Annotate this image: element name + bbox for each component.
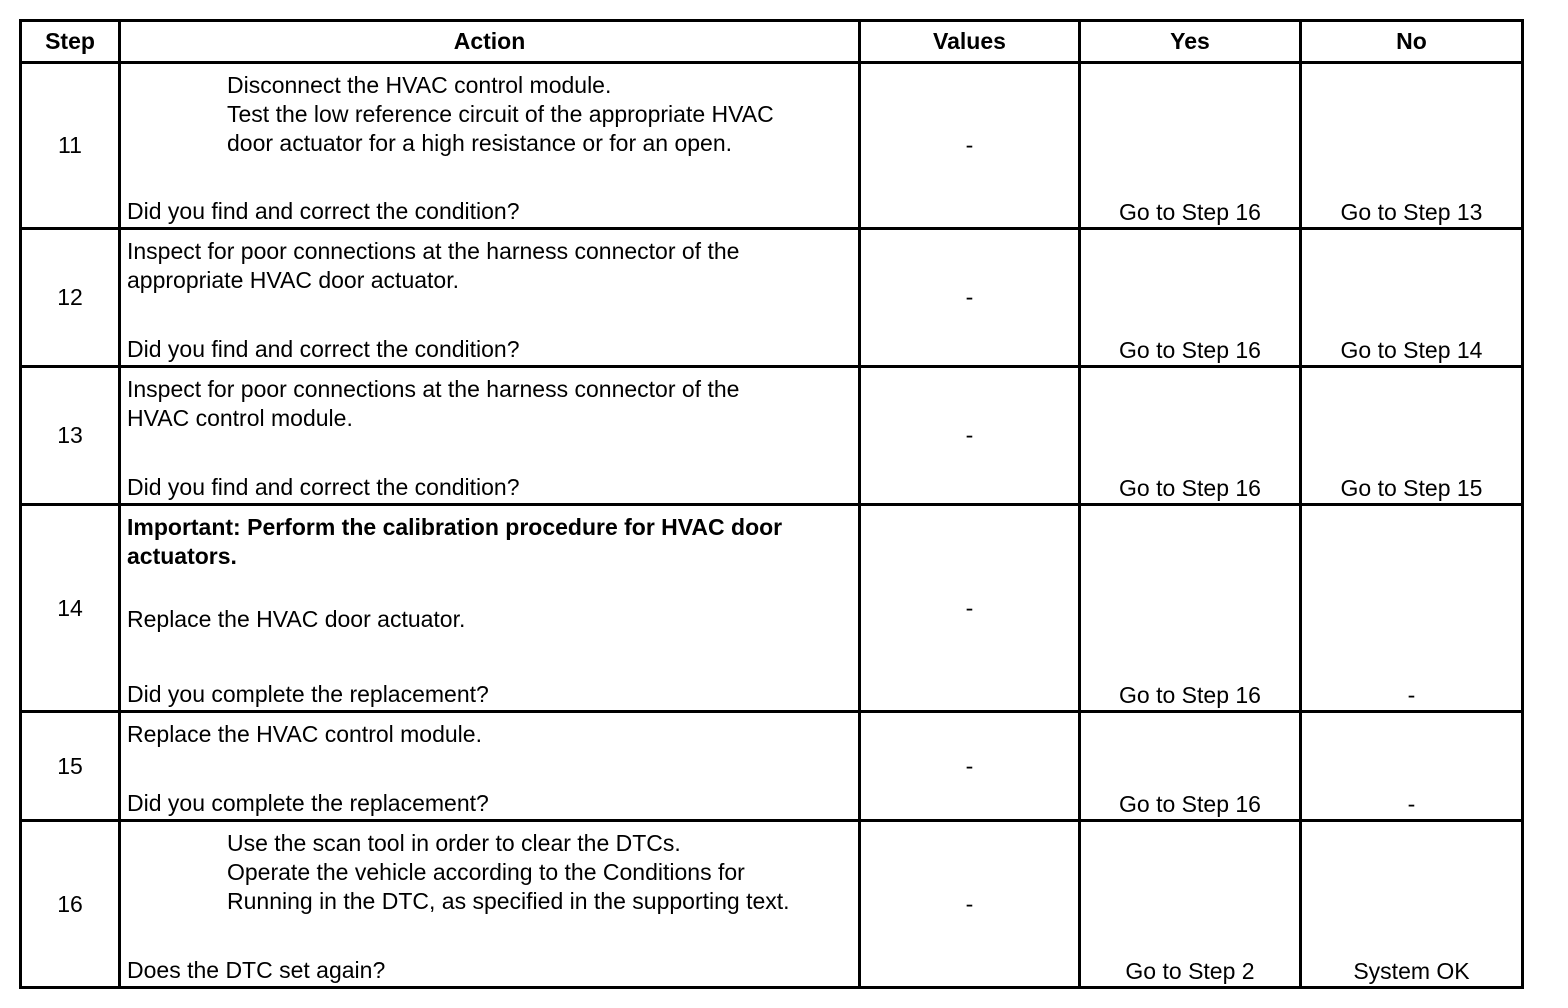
table-row bbox=[21, 712, 1523, 821]
action-cell bbox=[120, 505, 860, 712]
action-line: HVAC control module. bbox=[127, 405, 353, 431]
no-cell bbox=[1301, 367, 1523, 505]
action-cell bbox=[120, 367, 860, 505]
no-cell bbox=[1301, 821, 1523, 988]
step-number: 12 bbox=[21, 229, 120, 367]
action-line: Running in the DTC, as specified in the supporting text. bbox=[227, 888, 790, 914]
no-cell bbox=[1301, 229, 1523, 367]
header-yes: Yes bbox=[1080, 21, 1301, 63]
action-line: Replace the HVAC control module. bbox=[127, 721, 482, 747]
step-number: 16 bbox=[21, 821, 120, 988]
step-number: 13 bbox=[21, 367, 120, 505]
no-cell bbox=[1301, 712, 1523, 821]
action-cell bbox=[120, 821, 860, 988]
yes-text: Go to Step 16 bbox=[1119, 199, 1261, 225]
values-cell: - bbox=[860, 505, 1080, 712]
no-text: System OK bbox=[1353, 958, 1470, 984]
yes-cell bbox=[1080, 367, 1301, 505]
yes-text: Go to Step 16 bbox=[1119, 791, 1261, 817]
action-question: Did you find and correct the condition? bbox=[127, 198, 520, 224]
header-action: Action bbox=[120, 21, 860, 63]
important-note-line: actuators. bbox=[127, 543, 237, 569]
diagnostic-table bbox=[19, 19, 1524, 989]
action-line: Inspect for poor connections at the harness connector of the bbox=[127, 238, 740, 264]
action-cell bbox=[120, 712, 860, 821]
action-question: Did you find and correct the condition? bbox=[127, 336, 520, 362]
no-text: - bbox=[1407, 682, 1416, 708]
yes-text: Go to Step 2 bbox=[1125, 958, 1255, 984]
values-cell: - bbox=[860, 229, 1080, 367]
action-line: Operate the vehicle according to the Conditions for bbox=[227, 859, 745, 885]
action-line: Inspect for poor connections at the harness connector of the bbox=[127, 376, 740, 402]
yes-cell bbox=[1080, 229, 1301, 367]
table-row bbox=[21, 367, 1523, 505]
table-row bbox=[21, 63, 1523, 229]
header-step: Step bbox=[21, 21, 120, 63]
yes-cell bbox=[1080, 505, 1301, 712]
action-question: Does the DTC set again? bbox=[127, 957, 386, 983]
table-row bbox=[21, 505, 1523, 712]
action-question: Did you complete the replacement? bbox=[127, 790, 489, 816]
action-line: appropriate HVAC door actuator. bbox=[127, 267, 459, 293]
values-cell: - bbox=[860, 712, 1080, 821]
action-line: Use the scan tool in order to clear the DTCs. bbox=[227, 830, 681, 856]
yes-text: Go to Step 16 bbox=[1119, 475, 1261, 501]
important-note-line: Important: Perform the calibration procedure for HVAC door bbox=[127, 514, 783, 540]
header-no: No bbox=[1301, 21, 1523, 63]
action-question: Did you find and correct the condition? bbox=[127, 474, 520, 500]
action-line: Disconnect the HVAC control module. bbox=[227, 72, 612, 98]
header-row bbox=[21, 21, 1523, 63]
action-line: Replace the HVAC door actuator. bbox=[127, 606, 466, 632]
values-cell: - bbox=[860, 367, 1080, 505]
yes-cell bbox=[1080, 63, 1301, 229]
yes-cell bbox=[1080, 712, 1301, 821]
yes-cell bbox=[1080, 821, 1301, 988]
no-cell bbox=[1301, 63, 1523, 229]
action-cell bbox=[120, 63, 860, 229]
values-cell: - bbox=[860, 821, 1080, 988]
header-values: Values bbox=[860, 21, 1080, 63]
no-text: Go to Step 15 bbox=[1340, 475, 1483, 501]
no-text: - bbox=[1407, 791, 1416, 817]
table-row bbox=[21, 821, 1523, 988]
yes-text: Go to Step 16 bbox=[1119, 682, 1261, 708]
step-number: 14 bbox=[21, 505, 120, 712]
no-text: Go to Step 13 bbox=[1340, 199, 1483, 225]
yes-text: Go to Step 16 bbox=[1119, 337, 1261, 363]
values-cell: - bbox=[860, 63, 1080, 229]
step-number: 15 bbox=[21, 712, 120, 821]
no-text: Go to Step 14 bbox=[1340, 337, 1483, 363]
no-cell bbox=[1301, 505, 1523, 712]
action-cell bbox=[120, 229, 860, 367]
table-row bbox=[21, 229, 1523, 367]
action-line: door actuator for a high resistance or for an open. bbox=[227, 130, 733, 156]
action-line: Test the low reference circuit of the appropriate HVAC bbox=[227, 101, 774, 127]
action-question: Did you complete the replacement? bbox=[127, 681, 489, 707]
step-number: 11 bbox=[21, 63, 120, 229]
